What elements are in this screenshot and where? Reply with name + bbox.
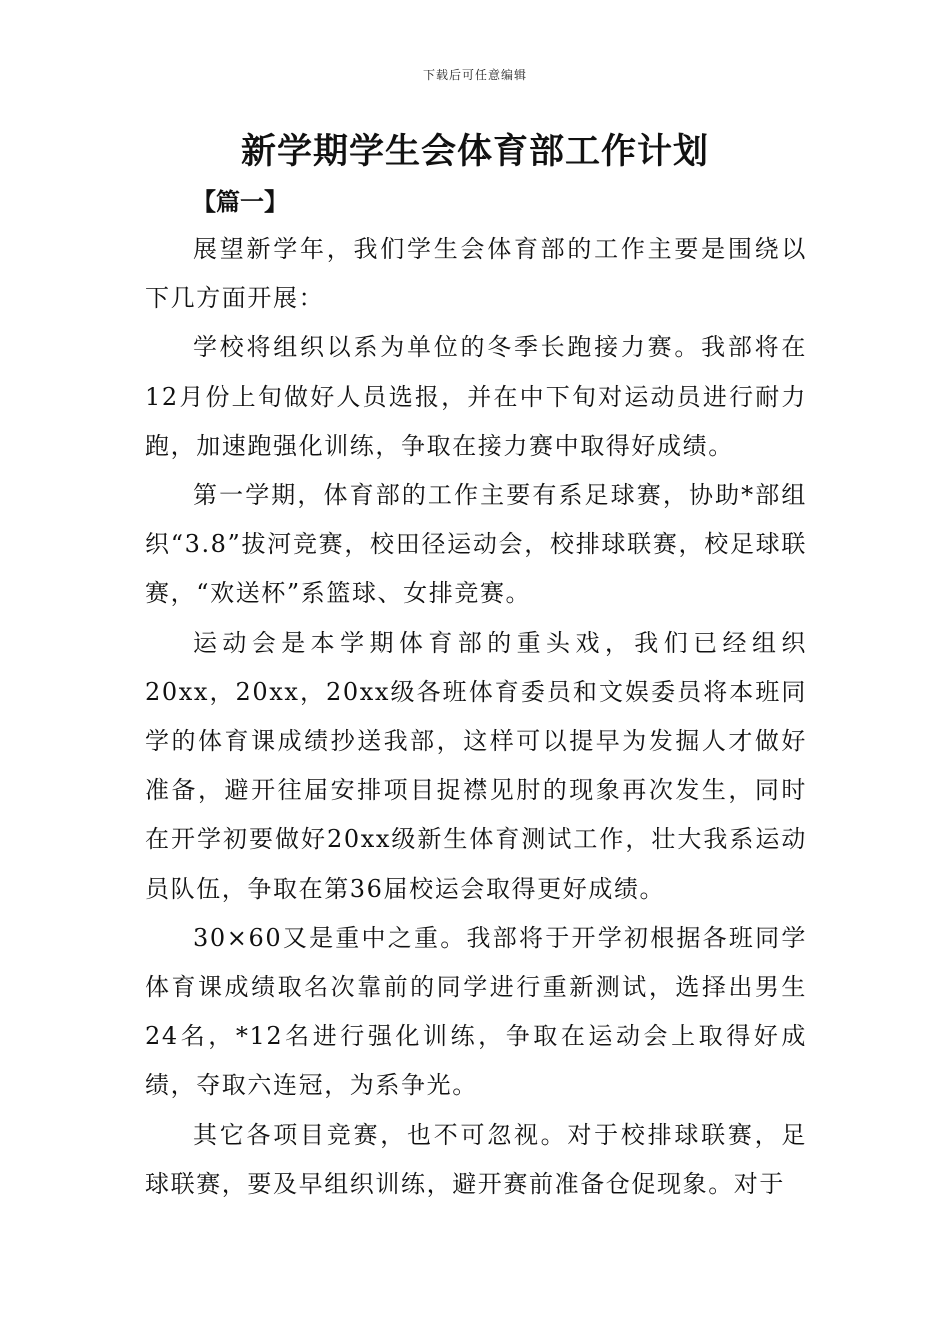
paragraph-intro: 展望新学年，我们学生会体育部的工作主要是围绕以下几方面开展： xyxy=(145,235,807,313)
document-body xyxy=(145,225,807,1209)
paragraph-relay-race: 学校将组织以系为单位的冬季长跑接力赛。我部将在12月份上旬做好人员选报，并在中下旬对运动员进行耐力跑，加速跑强化训练，争取在接力赛中取得好成绩。 xyxy=(145,333,807,460)
paragraph-30x60: 30×60又是重中之重。我部将于开学初根据各班同学体育课成绩取名次靠前的同学进行重新测试，选择出男生24名，*12名进行强化训练，争取在运动会上取得好成绩，夺取六连冠，为系争光。 xyxy=(145,923,807,1100)
header-note: 下载后可任意编辑 xyxy=(422,68,527,82)
paragraph-first-term: 第一学期，体育部的工作主要有系足球赛，协助*部组织“3.8”拔河竞赛，校田径运动会，校排球联赛，校足球联赛，“欢送杯”系篮球、女排竞赛。 xyxy=(145,481,807,608)
paragraph-sports-meet: 运动会是本学期体育部的重头戏，我们已经组织20xx，20xx，20xx级各班体育委员和文娱委员将本班同学的体育课成绩抄送我部，这样可以提早为发掘人才做好准备，避开往届安排项目捉襟见肘的现象再次发生，同时在开学初要做好20xx级新生体育测试工作，壮大我系运动员队伍，争取在第36届校运会取得更好成绩。 xyxy=(145,628,807,903)
section-label: 【篇一】 xyxy=(192,187,288,216)
document-title: 新学期学生会体育部工作计划 xyxy=(240,131,709,172)
paragraph-other-events: 其它各项目竞赛，也不可忽视。对于校排球联赛，足球联赛，要及早组织训练，避开赛前准备仓促现象。对于 xyxy=(145,1120,807,1198)
